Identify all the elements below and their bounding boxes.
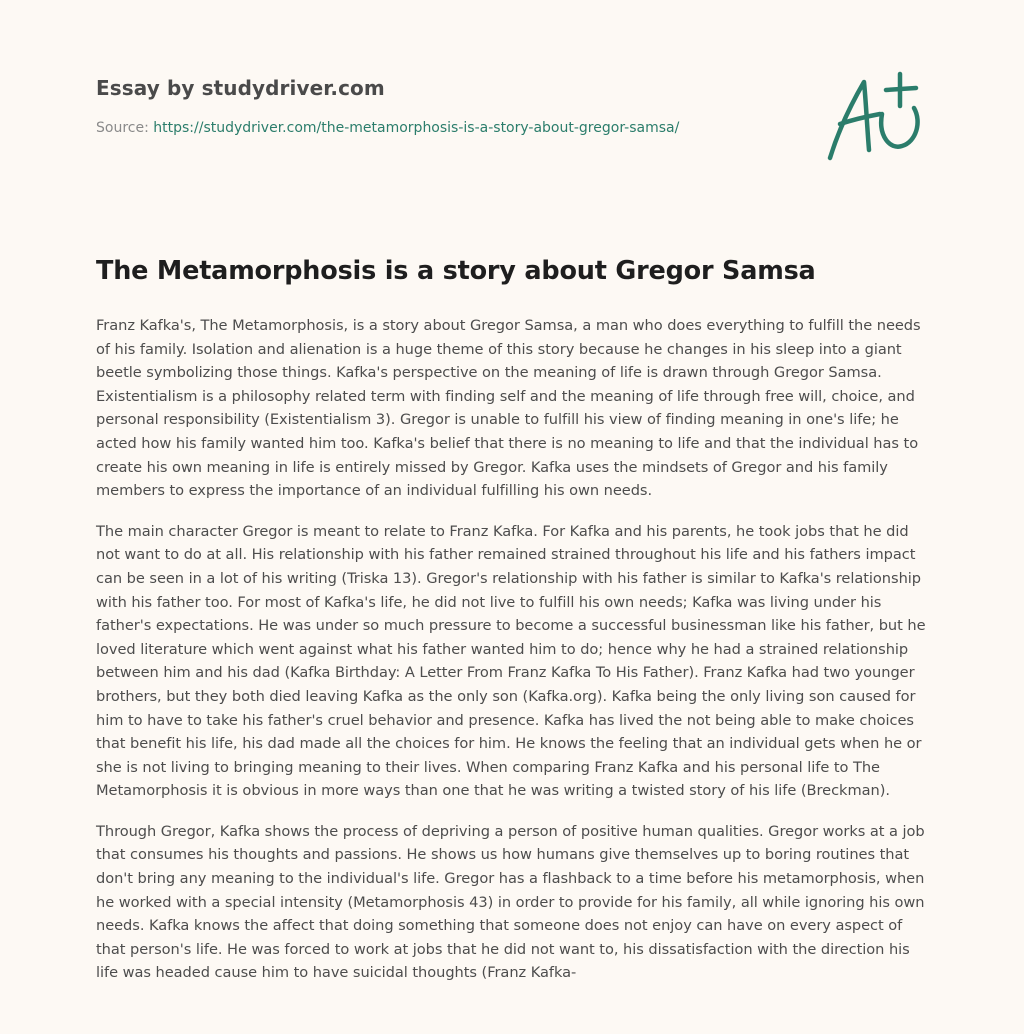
source-label: Source:	[96, 120, 154, 136]
essay-paragraph-1: Franz Kafka's, The Metamorphosis, is a story about Gregor Samsa, a man who does everything to fulfill the needs of his family. Isolation and alienation is a huge theme of this story because he changes in his sleep into a giant beetle symbolizing those things. Kafka's perspective on the meaning of life is drawn through Gregor Samsa. Existentialism is a philosophy related term with finding self and the meaning of life through free will, choice, and personal responsibility (Existentialism 3). Gregor is unable to fulfill his view of finding meaning in one's life; he acted how his family wanted him too. Kafka's belief that there is no meaning to life and that the individual has to create his own meaning in life is entirely missed by Gregor. Kafka uses the mindsets of Gregor and his family members to express the importance of an individual fulfilling his own needs.	[96, 317, 921, 500]
source-line	[96, 120, 796, 136]
source-link[interactable]: https://studydriver.com/the-metamorphosis-is-a-story-about-gregor-samsa/	[153, 120, 680, 136]
essay-paragraph-3: Through Gregor, Kafka shows the process of depriving a person of positive human qualities. Gregor works at a job that consumes his thoughts and passions. He shows us how humans give themselves up to boring routines that don't bring any meaning to the individual's life. Gregor has a flashback to a time before his metamorphosis, when he worked with a special intensity (Metamorphosis 43) in order to provide for his family, all while ignoring his own needs. Kafka knows the affect that doing something that someone does not enjoy can have on every aspect of that person's life. He was forced to work at jobs that he did not want to, his dissatisfaction with the direction his life was headed cause him to have suicidal thoughts (Franz Kafka-	[96, 822, 925, 982]
essay-header	[96, 76, 796, 136]
essay-body	[96, 314, 928, 1002]
essay-title: The Metamorphosis is a story about Gregor Samsa	[96, 256, 816, 286]
essay-paragraph-2: The main character Gregor is meant to relate to Franz Kafka. For Kafka and his parents, he took jobs that he did not want to do at all. His relationship with his father remained strained throughout his life and his fathers impact can be seen in a lot of his writing (Triska 13). Gregor's relationship with his father is similar to Kafka's relationship with his father too. For most of Kafka's life, he did not live to fulfill his own needs; Kafka was living under his father's expectations. He was under so much pressure to become a successful businessman like his father, but he loved literature which went against what his father wanted him to do; hence why he had a strained relationship between him and his dad (Kafka Birthday: A Letter From Franz Kafka To His Father). Franz Kafka had two younger brothers, but they both died leaving Kafka as the only son (Kafka.org). Kafka being the only living son caused for him to have to take his father's cruel behavior and presence. Kafka has lived the not being able to make choices that benefit his life, his dad made all the choices for him. He knows the feeling that an individual gets when he or she is not living to bringing meaning to their lives. When comparing Franz Kafka and his personal life to The Metamorphosis it is obvious in more ways than one that he was writing a twisted story of his life (Breckman).	[96, 522, 926, 800]
brand-title: Essay by studydriver.com	[96, 76, 385, 100]
a-plus-logo	[820, 66, 930, 166]
